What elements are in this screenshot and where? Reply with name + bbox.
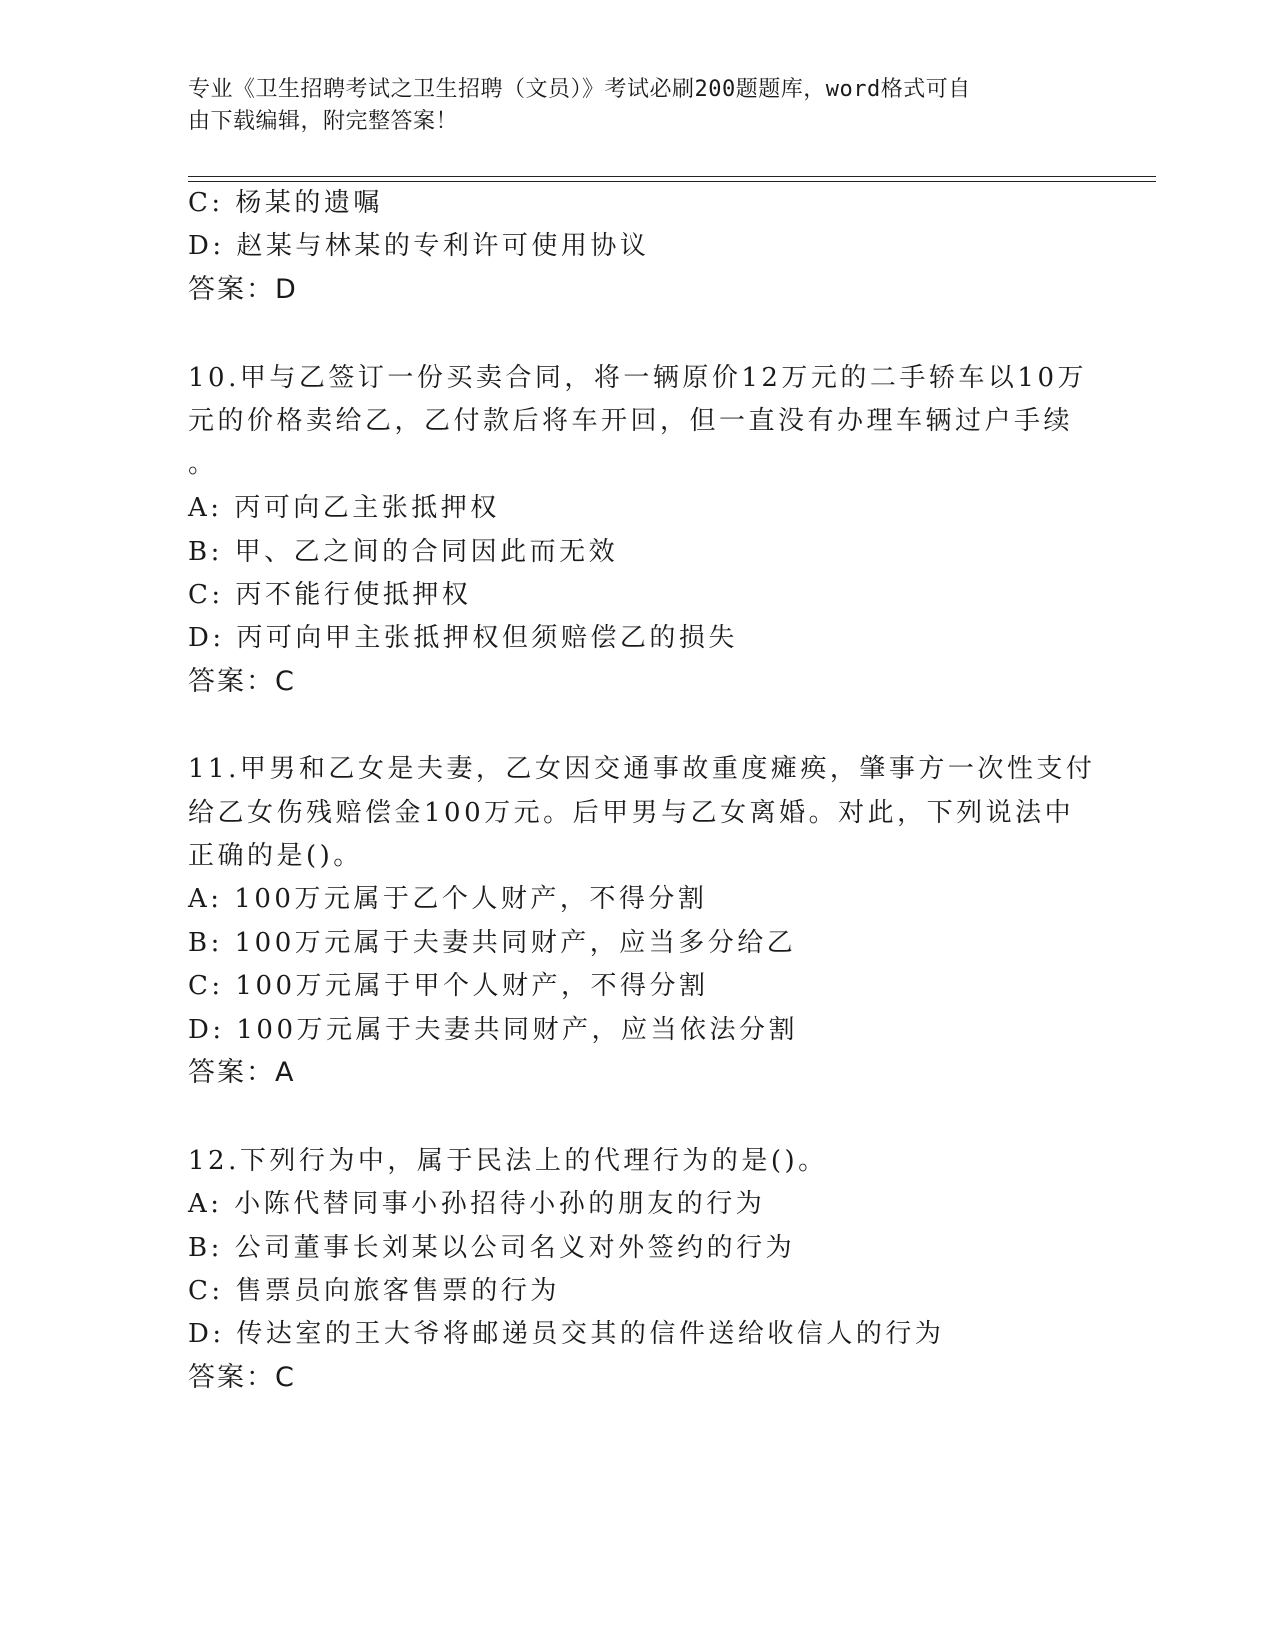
q11-stem-line-3: 正确的是()。 <box>188 841 363 871</box>
header-line-1: 专业《卫生招聘考试之卫生招聘（文员）》考试必刷200题题库，word格式可自 <box>188 77 971 102</box>
q11-stem-line-1: 11.甲男和乙女是夫妻，乙女因交通事故重度瘫痪，肇事方一次性支付 <box>188 754 1096 784</box>
q11-option-d: D: 100万元属于夫妻共同财产，应当依法分割 <box>188 1015 798 1045</box>
q10-answer: 答案：C <box>188 666 296 697</box>
q12-answer: 答案：C <box>188 1362 296 1393</box>
q12-option-b: B: 公司董事长刘某以公司名义对外签约的行为 <box>188 1233 796 1263</box>
q12-stem-line-1: 12.下列行为中，属于民法上的代理行为的是()。 <box>188 1146 828 1176</box>
q10-option-a: A: 丙可向乙主张抵押权 <box>188 493 500 523</box>
q10-option-d: D: 丙可向甲主张抵押权但须赔偿乙的损失 <box>188 623 738 653</box>
prev-option-d: D: 赵某与林某的专利许可使用协议 <box>188 231 650 261</box>
q11-option-b: B: 100万元属于夫妻共同财产，应当多分给乙 <box>188 928 797 958</box>
header-line-2: 由下载编辑，附完整答案！ <box>188 109 459 134</box>
header-divider-top <box>188 176 1156 177</box>
q12-option-c: C: 售票员向旅客售票的行为 <box>188 1276 560 1306</box>
q10-stem-line-3: 。 <box>188 449 218 479</box>
q12-option-a: A: 小陈代替同事小孙招待小孙的朋友的行为 <box>188 1189 766 1219</box>
prev-option-c: C: 杨某的遗嘱 <box>188 188 383 218</box>
q11-option-c: C: 100万元属于甲个人财产，不得分割 <box>188 971 709 1001</box>
q10-option-b: B: 甲、乙之间的合同因此而无效 <box>188 537 619 567</box>
q12-option-d: D: 传达室的王大爷将邮递员交其的信件送给收信人的行为 <box>188 1319 945 1349</box>
q11-answer: 答案：A <box>188 1057 296 1088</box>
q11-stem-line-2: 给乙女伤残赔偿金100万元。后甲男与乙女离婚。对此，下列说法中 <box>188 798 1075 828</box>
q10-option-c: C: 丙不能行使抵押权 <box>188 580 472 610</box>
q10-stem-line-1: 10.甲与乙签订一份买卖合同，将一辆原价12万元的二手轿车以10万 <box>188 363 1088 393</box>
header-divider-bottom <box>188 181 1156 182</box>
prev-answer: 答案：D <box>188 274 298 305</box>
q10-stem-line-2: 元的价格卖给乙，乙付款后将车开回，但一直没有办理车辆过户手续 <box>188 406 1074 436</box>
document-header <box>188 74 1068 138</box>
q11-option-a: A: 100万元属于乙个人财产，不得分割 <box>188 884 708 914</box>
